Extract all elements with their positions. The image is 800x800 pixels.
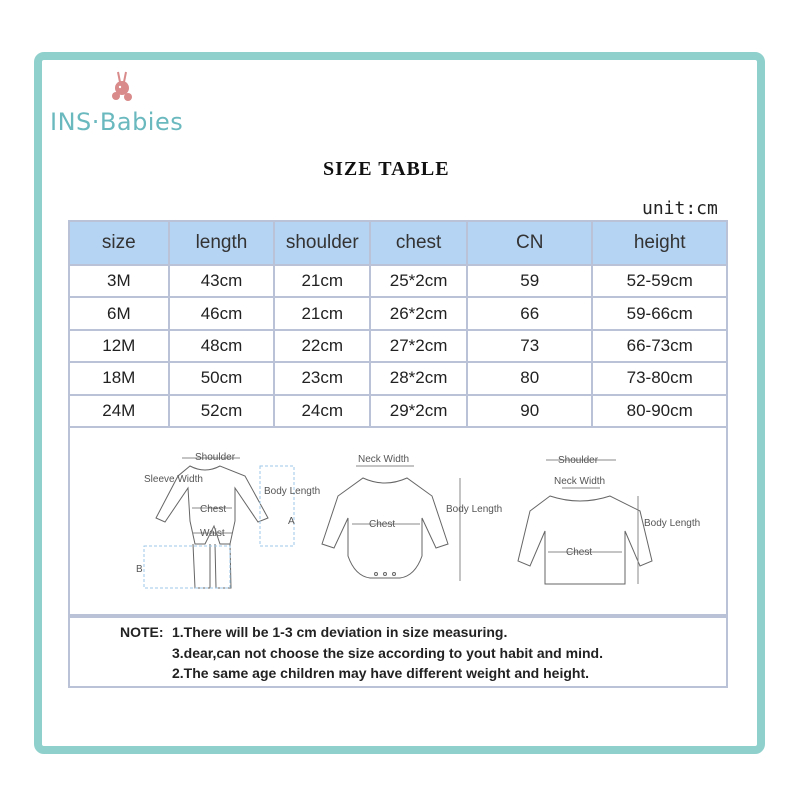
romper-waist-label: Waist [200, 528, 225, 539]
note-line: 2.The same age children may have different weight and height. [172, 665, 589, 681]
brand-name: INS·Babies [50, 108, 184, 136]
cell-shoulder: 22cm [274, 330, 370, 362]
cell-length: 43cm [169, 265, 275, 297]
header-height: height [592, 221, 727, 265]
cell-cn: 59 [467, 265, 592, 297]
cell-size: 3M [69, 265, 169, 297]
cell-height: 66-73cm [592, 330, 727, 362]
cell-height: 73-80cm [592, 362, 727, 394]
cell-size: 24M [69, 395, 169, 427]
garment-diagrams-svg [70, 426, 730, 616]
header-cn: CN [467, 221, 592, 265]
brand-logo [50, 70, 210, 140]
cell-size: 6M [69, 297, 169, 329]
top-chest-label: Chest [566, 547, 593, 558]
header-chest: chest [370, 221, 467, 265]
cell-length: 46cm [169, 297, 275, 329]
cell-size: 12M [69, 330, 169, 362]
measurement-diagrams [68, 426, 728, 616]
table-header-row [69, 221, 727, 265]
cell-size: 18M [69, 362, 169, 394]
romper-b-label: B [136, 564, 143, 575]
romper-a-label: A [288, 516, 295, 527]
cell-height: 80-90cm [592, 395, 727, 427]
cell-cn: 73 [467, 330, 592, 362]
note-line: 1.There will be 1-3 cm deviation in size measuring. [172, 624, 508, 640]
cell-chest: 27*2cm [370, 330, 467, 362]
bodysuit-body-label: Body Length [446, 504, 503, 515]
header-shoulder: shoulder [274, 221, 370, 265]
unit-label: unit:cm [642, 198, 718, 219]
cell-length: 52cm [169, 395, 275, 427]
cell-length: 50cm [169, 362, 275, 394]
table-row [69, 362, 727, 394]
top-shoulder-label: Shoulder [558, 455, 599, 466]
bodysuit-chest-label: Chest [369, 519, 396, 530]
cell-chest: 28*2cm [370, 362, 467, 394]
cell-shoulder: 23cm [274, 362, 370, 394]
bunny-logo-icon [108, 70, 138, 106]
bodysuit-neck-label: Neck Width [358, 454, 410, 465]
cell-height: 52-59cm [592, 265, 727, 297]
cell-chest: 29*2cm [370, 395, 467, 427]
header-length: length [169, 221, 275, 265]
top-neck-label: Neck Width [554, 476, 606, 487]
cell-height: 59-66cm [592, 297, 727, 329]
romper-sleeve-label: Sleeve Width [144, 474, 203, 485]
cell-cn: 80 [467, 362, 592, 394]
table-row [69, 265, 727, 297]
cell-cn: 66 [467, 297, 592, 329]
cell-cn: 90 [467, 395, 592, 427]
note-label: NOTE: [120, 624, 164, 640]
cell-shoulder: 21cm [274, 265, 370, 297]
cell-chest: 26*2cm [370, 297, 467, 329]
table-row [69, 297, 727, 329]
romper-body-label: Body Length [264, 486, 321, 497]
cell-shoulder: 21cm [274, 297, 370, 329]
table-row [69, 330, 727, 362]
note-section [68, 616, 728, 688]
size-table [68, 220, 728, 428]
table-row [69, 395, 727, 427]
cell-length: 48cm [169, 330, 275, 362]
cell-shoulder: 24cm [274, 395, 370, 427]
romper-shoulder-label: Shoulder [195, 452, 236, 463]
cell-chest: 25*2cm [370, 265, 467, 297]
top-body-label: Body Length [644, 518, 701, 529]
romper-chest-label: Chest [200, 504, 227, 515]
note-line: 3.dear,can not choose the size according to yout habit and mind. [172, 645, 603, 661]
header-size: size [69, 221, 169, 265]
